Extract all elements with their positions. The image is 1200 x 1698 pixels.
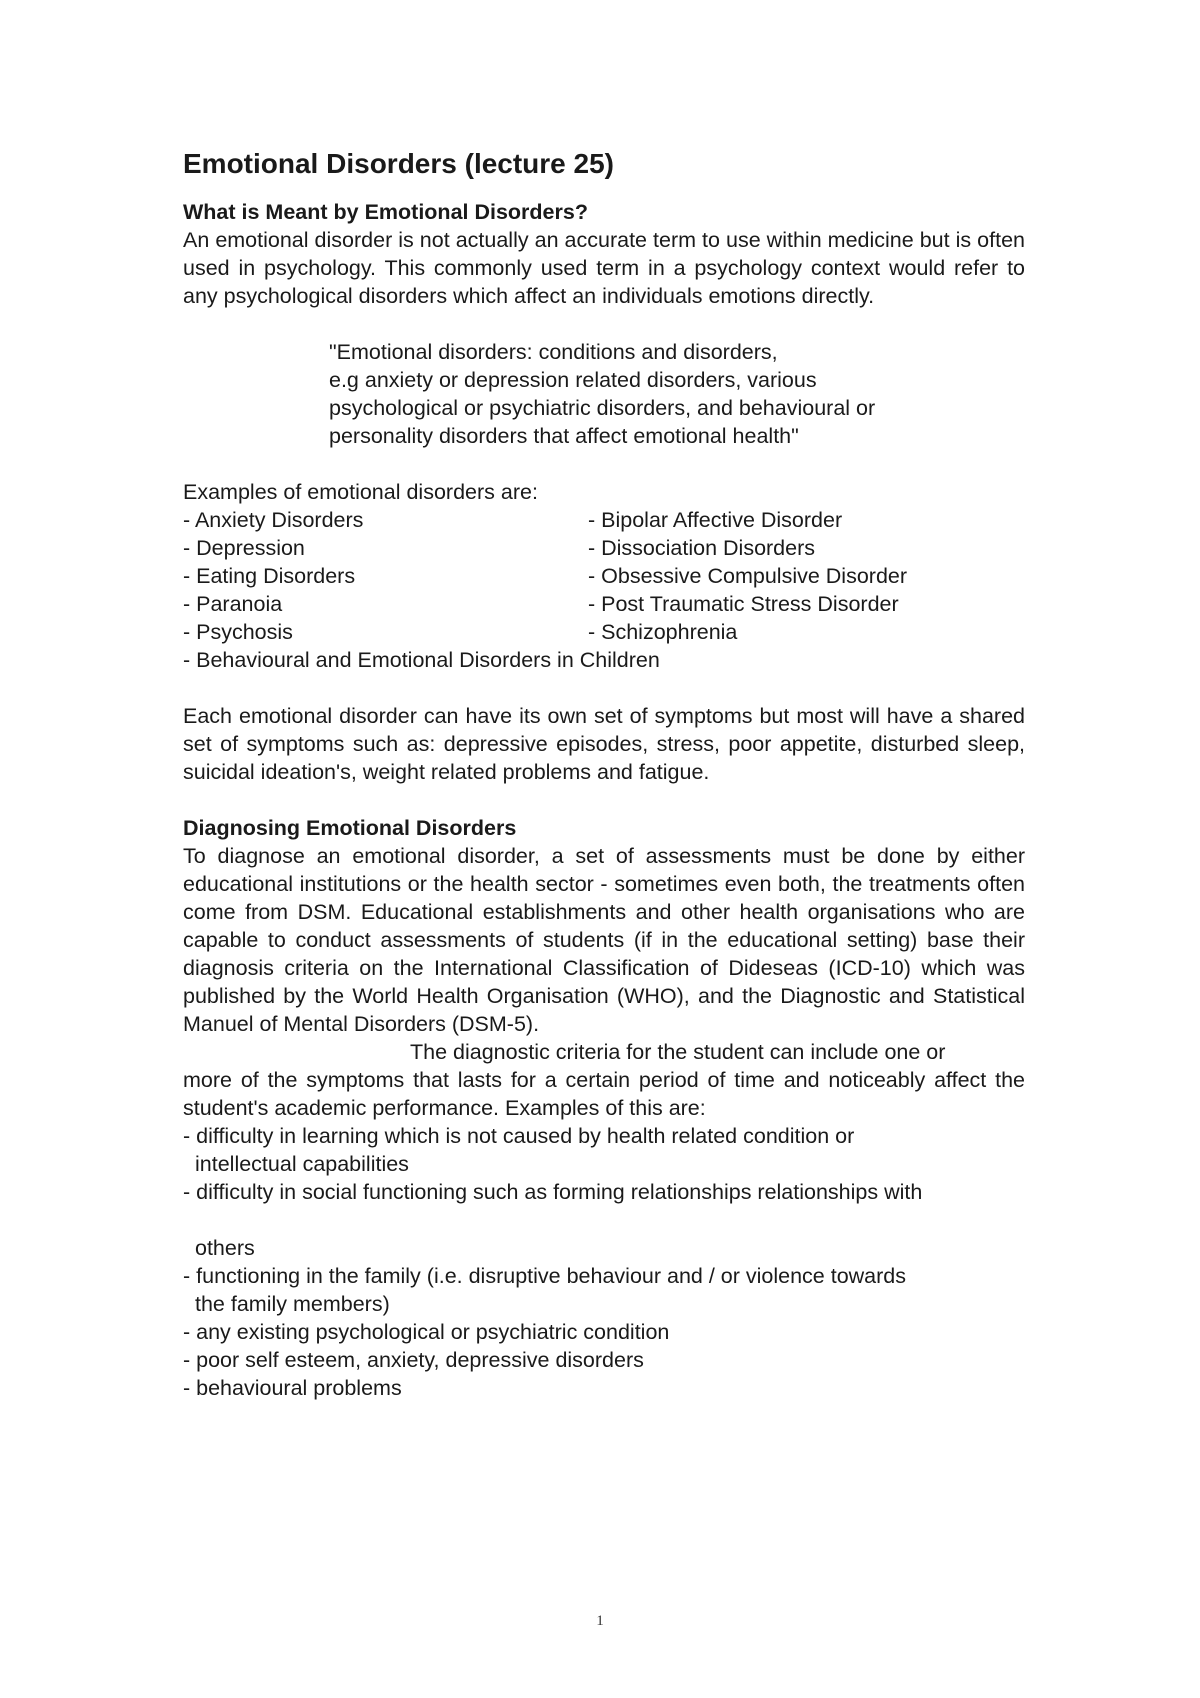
list-item: - Obsessive Compulsive Disorder — [588, 564, 908, 588]
list-item: - Dissociation Disorders — [588, 536, 816, 560]
list-item: - Post Traumatic Stress Disorder — [588, 592, 899, 616]
symptoms-paragraph: Each emotional disorder can have its own set of symptoms but most will have a shared set of symptoms such as: depressive episodes, stress, poor appetite, disturbed sleep, suicidal ideation's, weight related problems and fatigue. — [183, 704, 1025, 784]
quote-line: personality disorders that affect emotional health" — [329, 424, 799, 448]
list-item: - difficulty in social functioning such as forming relationships relationships with — [183, 1180, 923, 1204]
quote-line: psychological or psychiatric disorders, and behavioural or — [329, 396, 876, 420]
criteria-lead-line: The diagnostic criteria for the student can include one or — [410, 1040, 946, 1064]
list-item: - Behavioural and Emotional Disorders in Children — [183, 648, 660, 672]
intro-paragraph: An emotional disorder is not actually an accurate term to use within medicine but is often used in psychology. This commonly used term in a psychology context would refer to any psychological disorders which affect an individuals emotions directly. — [183, 228, 1025, 308]
list-item: - poor self esteem, anxiety, depressive disorders — [183, 1348, 644, 1372]
spacer — [183, 786, 1025, 814]
list-item: - Paranoia — [183, 592, 283, 616]
diagnosis-paragraph: To diagnose an emotional disorder, a set of assessments must be done by either educational institutions or the health sector - sometimes even both, the treatments often come from DSM. Educational establishments and other health organisations who are capable to conduct assessments of students (if in the educational setting) base their diagnosis criteria on the International Classification of Dideseas (ICD-10) which was published by the World Health Organisation (WHO), and the Diagnostic and Statistical Manuel of Mental Disorders (DSM-5). — [183, 844, 1025, 1036]
list-item: - functioning in the family (i.e. disruptive behaviour and / or violence towards — [183, 1264, 907, 1288]
list-item-continuation: others — [195, 1236, 255, 1260]
document-title: Emotional Disorders (lecture 25) — [183, 148, 615, 179]
list-item: - difficulty in learning which is not caused by health related condition or — [183, 1124, 855, 1148]
examples-list — [183, 506, 1025, 646]
spacer — [183, 674, 1025, 702]
definition-quote — [329, 338, 1025, 450]
section-heading-diagnosing: Diagnosing Emotional Disorders — [183, 816, 517, 840]
list-item: - Psychosis — [183, 620, 293, 644]
section-heading-meaning: What is Meant by Emotional Disorders? — [183, 200, 588, 224]
list-item: - any existing psychological or psychiatric condition — [183, 1320, 670, 1344]
examples-intro: Examples of emotional disorders are: — [183, 480, 538, 504]
list-item: - Bipolar Affective Disorder — [588, 508, 843, 532]
list-item: - behavioural problems — [183, 1376, 402, 1400]
list-item-continuation: the family members) — [195, 1292, 390, 1316]
list-item: - Schizophrenia — [588, 620, 738, 644]
quote-line: e.g anxiety or depression related disorders, various — [329, 368, 817, 392]
list-item: - Depression — [183, 536, 305, 560]
document-page — [183, 146, 1025, 1402]
spacer — [183, 1206, 1025, 1234]
list-item: - Eating Disorders — [183, 564, 356, 588]
page-number: 1 — [596, 1613, 604, 1629]
criteria-list — [183, 1122, 1025, 1402]
list-item: - Anxiety Disorders — [183, 508, 364, 532]
list-item-continuation: intellectual capabilities — [195, 1152, 409, 1176]
criteria-paragraph: more of the symptoms that lasts for a certain period of time and noticeably affect the student's academic performance. Examples of this are: — [183, 1068, 1025, 1120]
quote-line: "Emotional disorders: conditions and disorders, — [329, 340, 778, 364]
